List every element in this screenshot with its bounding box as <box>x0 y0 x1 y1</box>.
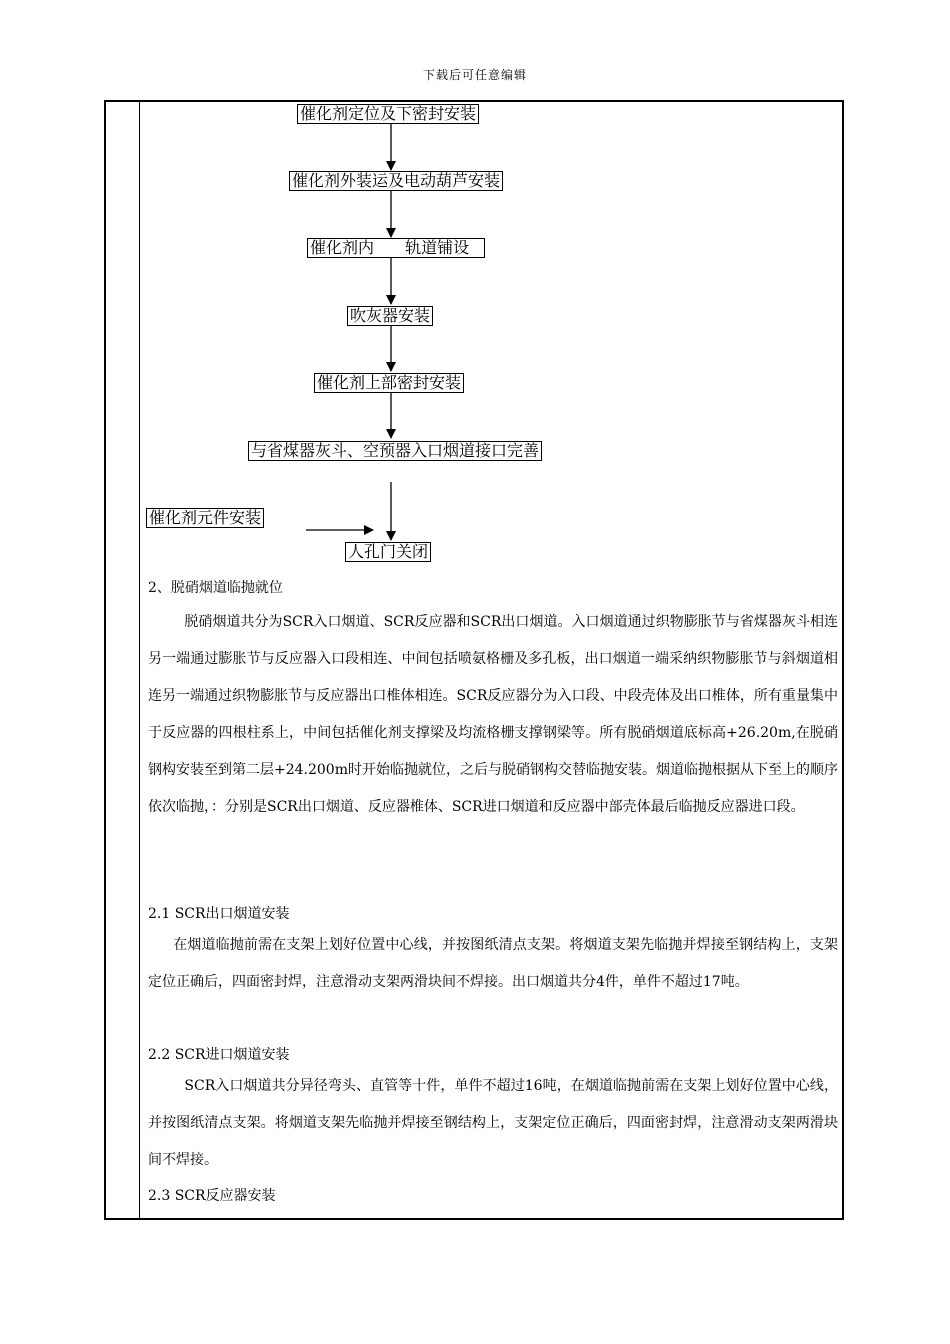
section-2 <box>148 576 838 826</box>
flow-step-4: 吹灰器安装 <box>347 306 433 326</box>
section-2-2-body: SCR入口烟道共分异径弯头、直管等十件，单件不超过16吨，在烟道临抛前需在支架上划好位置中心线，并按图纸清点支架。将烟道支架先临抛并焊接至钢结构上，支架定位正确后，四面密封焊，注意滑动支架两滑块间不焊接。 <box>148 1078 838 1168</box>
flow-step-1: 催化剂定位及下密封安装 <box>297 104 479 124</box>
section-2-1 <box>148 902 838 1001</box>
flow-step-6: 与省煤器灰斗、空预器入口烟道接口完善 <box>248 441 542 461</box>
header-note: 下载后可任意编辑 <box>422 68 527 82</box>
flow-step-5: 催化剂上部密封安装 <box>314 373 464 393</box>
section-2-title: 2、脱硝烟道临抛就位 <box>148 580 283 596</box>
section-2-1-title: 2.1 SCR出口烟道安装 <box>148 906 290 922</box>
section-2-3 <box>148 1184 838 1208</box>
section-2-1-body: 在烟道临抛前需在支架上划好位置中心线，并按图纸清点支架。将烟道支架先临抛并焊接至钢结构上，支架定位正确后，四面密封焊，注意滑动支架两滑块间不焊接。出口烟道共分4件，单件不超过17吨。 <box>148 937 838 990</box>
section-2-body: 脱硝烟道共分为SCR入口烟道、SCR反应器和SCR出口烟道。入口烟道通过织物膨胀节与省煤器灰斗相连另一端通过膨胀节与反应器入口段相连、中间包括喷氨格栅及多孔板，出口烟道一端采纳织物膨胀节与斜烟道相连另一端通过织物膨胀节与反应器出口椎体相连。SCR反应器分为入口段、中段壳体及出口椎体，所有重量集中于反应器的四根柱系上，中间包括催化剂支撑梁及均流格栅支撑钢梁等。所有脱硝烟道底标高+26.20m,在脱硝钢构安装至到第二层+24.200m时开始临抛就位，之后与脱硝钢构交替临抛安装。烟道临抛根据从下至上的顺序依次临抛，：分别是SCR出口烟道、反应器椎体、SCR进口烟道和反应器中部壳体最后临抛反应器进口段。 <box>148 614 838 815</box>
flow-step-7: 人孔门关闭 <box>345 542 431 562</box>
flow-step-2: 催化剂外装运及电动葫芦安装 <box>289 171 503 191</box>
section-2-2-title: 2.2 SCR进口烟道安装 <box>148 1047 290 1063</box>
section-2-3-title: 2.3 SCR反应器安装 <box>148 1188 276 1204</box>
section-2-2 <box>148 1043 838 1179</box>
flow-side-step: 催化剂元件安装 <box>146 508 264 528</box>
flow-step-3: 催化剂内 轨道铺设 <box>307 238 485 258</box>
